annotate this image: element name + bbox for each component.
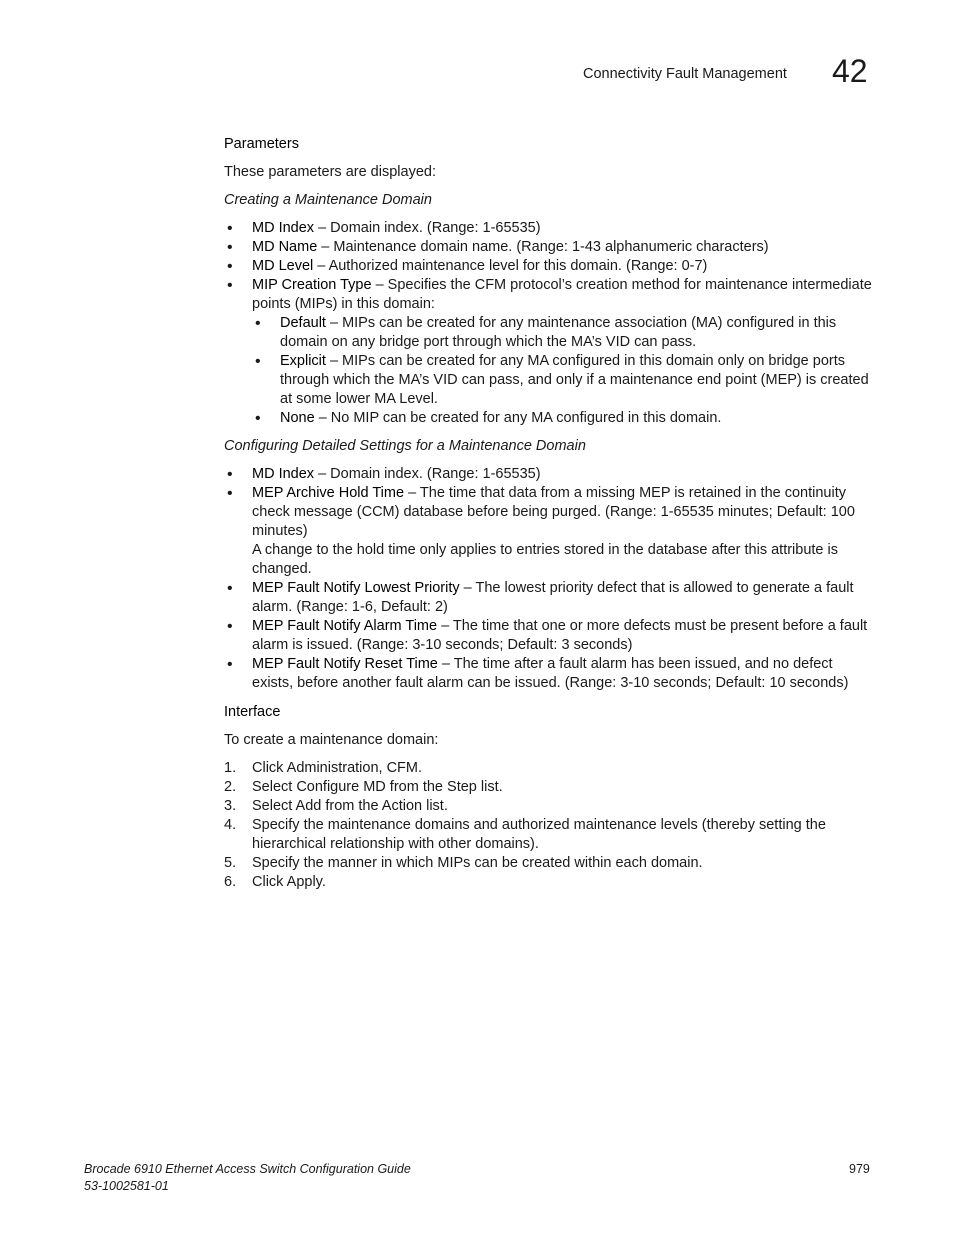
description: – The lowest priority defect that is allowed to generate a fault alarm. (Range: 1-6, Default: 2) [252, 580, 854, 615]
list-item [224, 617, 874, 655]
description: – The time that data from a missing MEP is retained in the continuity check message (CCM) database before being purged. (Range: 1-65535 minutes; Default: 100 minutes) [252, 485, 855, 539]
list-item [224, 655, 874, 693]
sub-list-item [224, 352, 874, 409]
step-item [224, 759, 874, 778]
step-item [224, 816, 874, 854]
term: MD Index [252, 220, 315, 236]
term: MD Name [252, 239, 318, 255]
step-text: Specify the maintenance domains and authorized maintenance levels (thereby setting the hierarchical relationship with other domains). [252, 817, 826, 852]
create-domain-heading: Creating a Maintenance Domain [224, 192, 432, 208]
step-item [224, 778, 874, 797]
parameters-heading: Parameters [224, 136, 299, 152]
step-number: 2. [224, 779, 237, 795]
term: MD Level [252, 258, 314, 274]
list-item [224, 579, 874, 617]
term: Default [280, 315, 326, 331]
interface-heading: Interface [224, 704, 281, 720]
description: – MIPs can be created for any maintenance association (MA) configured in this domain on any bridge port through which the MA’s VID can pass. [280, 315, 837, 350]
list-item [224, 276, 874, 314]
description: – Authorized maintenance level for this domain. (Range: 0-7) [313, 258, 708, 274]
list-item [224, 238, 874, 257]
term: MEP Archive Hold Time [252, 485, 405, 501]
running-header-title: Connectivity Fault Management [583, 66, 787, 82]
sub-list-item [224, 314, 874, 352]
list-item [224, 465, 874, 484]
step-text: Specify the manner in which MIPs can be created within each domain. [252, 855, 703, 871]
footer-doc-number: 53-1002581-01 [84, 1179, 169, 1193]
description: – Domain index. (Range: 1-65535) [314, 220, 541, 236]
step-text: Select Add from the Action list. [252, 798, 448, 814]
sub-list-item [224, 409, 874, 428]
term: MD Index [252, 466, 315, 482]
term: None [280, 410, 315, 426]
step-item [224, 873, 874, 892]
step-number: 6. [224, 874, 237, 890]
step-item [224, 854, 874, 873]
description: – Specifies the CFM protocol’s creation method for maintenance intermediate points (MIPs) in this domain: [252, 277, 872, 312]
term: MEP Fault Notify Reset Time [252, 656, 438, 672]
hold-time-note: A change to the hold time only applies to entries stored in the database after this attribute is changed. [252, 542, 838, 577]
parameters-intro: These parameters are displayed: [224, 164, 436, 180]
step-item [224, 797, 874, 816]
term: MEP Fault Notify Alarm Time [252, 618, 438, 634]
step-text: Click Apply. [252, 874, 326, 890]
step-text: Click Administration, CFM. [252, 760, 423, 776]
description: – No MIP can be created for any MA configured in this domain. [314, 410, 722, 426]
step-number: 4. [224, 817, 237, 833]
step-number: 3. [224, 798, 237, 814]
chapter-number: 42 [832, 53, 868, 89]
configure-domain-heading: Configuring Detailed Settings for a Maintenance Domain [224, 438, 586, 454]
step-text: Select Configure MD from the Step list. [252, 779, 503, 795]
step-number: 5. [224, 855, 237, 871]
list-item [224, 484, 874, 541]
term: MIP Creation Type [252, 277, 372, 293]
interface-intro: To create a maintenance domain: [224, 732, 439, 748]
description: – The time that one or more defects must be present before a fault alarm is issued. (Range: 3-10 seconds; Default: 3 seconds) [252, 618, 868, 653]
description: – The time after a fault alarm has been issued, and no defect exists, before another fault alarm can be issued. (Range: 3-10 seconds; Default: 10 seconds) [252, 656, 849, 691]
term: Explicit [280, 353, 326, 369]
description: – Maintenance domain name. (Range: 1-43 alphanumeric characters) [317, 239, 769, 255]
step-number: 1. [224, 760, 237, 776]
term: MEP Fault Notify Lowest Priority [252, 580, 460, 596]
footer-guide-title: Brocade 6910 Ethernet Access Switch Configuration Guide [84, 1162, 411, 1176]
description: – MIPs can be created for any MA configured in this domain only on bridge ports through which the MA’s VID can pass, and only if a maintenance end point (MEP) is created at some lower MA Level. [280, 353, 869, 407]
page-number: 979 [849, 1162, 870, 1176]
list-item [224, 257, 874, 276]
page-body [224, 135, 874, 892]
list-item [224, 219, 874, 238]
description: – Domain index. (Range: 1-65535) [314, 466, 541, 482]
